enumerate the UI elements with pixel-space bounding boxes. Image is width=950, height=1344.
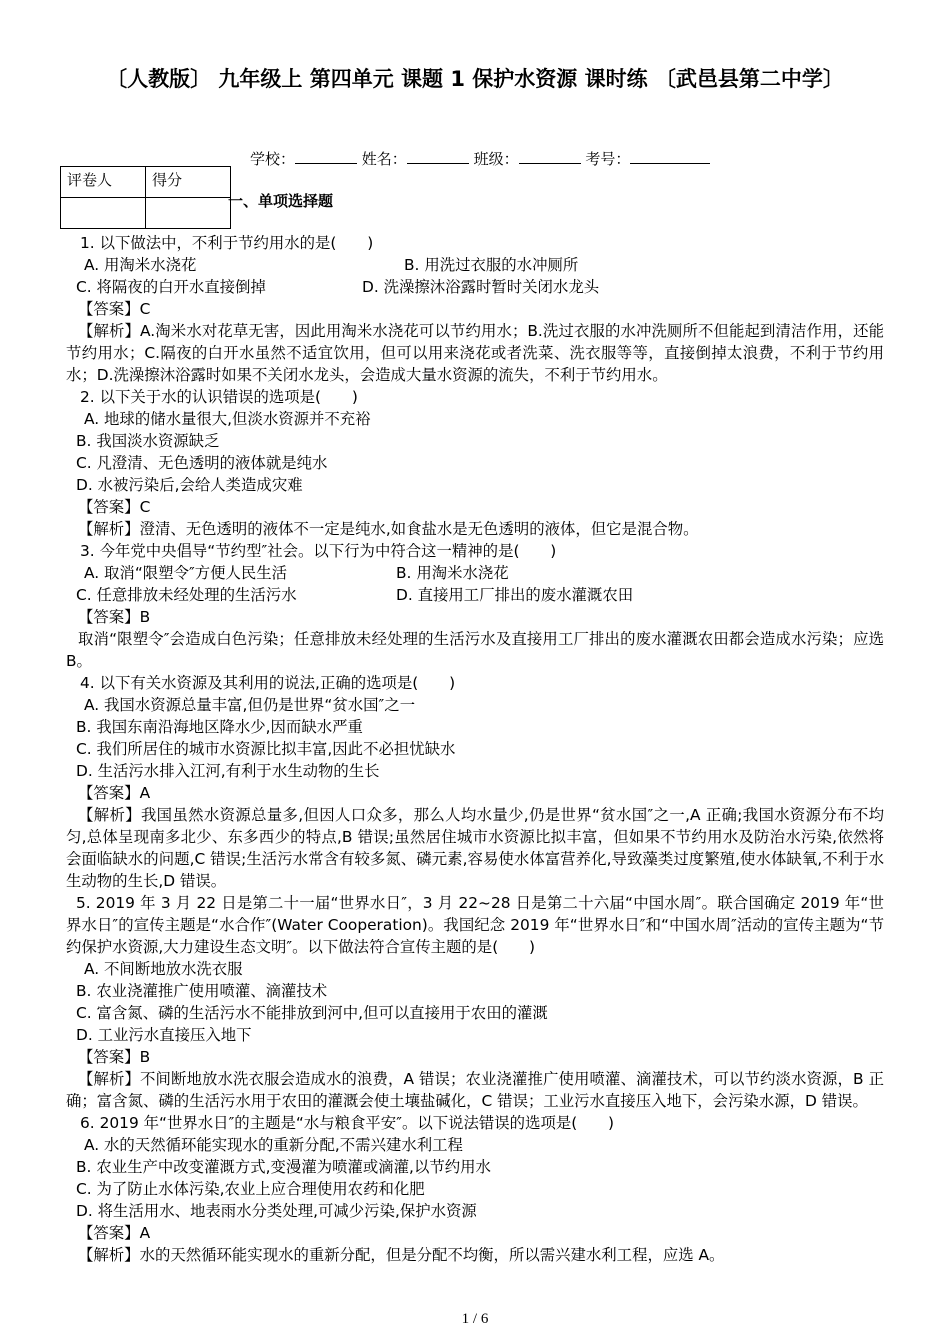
option-d: D. 洗澡擦沐浴露时暂时关闭水龙头 [362,278,600,296]
option-b: B. 农业生产中改变灌溉方式,变漫灌为喷灌或滴灌,以节约用水 [76,1158,491,1176]
explanation: 取消“限塑令″会造成白色污染；任意排放未经处理的生活污水及直接用工厂排出的废水灌溉农田都会造成水污染；应选 B。 [66,630,884,670]
option-b: B. 我国淡水资源缺乏 [76,432,220,450]
answer: 【答案】C [78,300,151,318]
reviewer-label: 评卷人 [61,167,146,198]
question-2 [66,386,884,540]
score-label: 得分 [146,167,231,198]
page-title: 〔人教版〕 九年级上 第四单元 课题 1 保护水资源 课时练 〔武邑县第二中学〕 [106,67,844,91]
explanation: 【解析】我国虽然水资源总量多,但因人口众多，那么人均水量少,仍是世界“贫水国″之一,A 正确;我国水资源分布不均匀,总体呈现南多北少、东多西少的特点,B 错误;虽然居住城市水资源比拟丰富，但如果不节约用水及防治水污染,依然将会面临缺水的问题,C 错误;生活污水常含有较多氮、磷元素,容易使水体富营养化,导致藻类过度繁殖,使水体缺氧,不利于水生动物的生长,D 错误。 [66,806,884,890]
answer: 【答案】B [78,1048,151,1066]
question-6 [66,1112,884,1266]
option-c: C. 任意排放未经处理的生活污水 [76,586,297,604]
question-stem: 2. 以下关于水的认识错误的选项是( ) [80,388,358,406]
option-d: D. 直接用工厂排出的废水灌溉农田 [396,586,634,604]
explanation: 【解析】澄清、无色透明的液体不一定是纯水,如食盐水是无色透明的液体，但它是混合物。 [78,520,699,538]
class-label: 班级： [473,150,519,168]
answer: 【答案】B [78,608,151,626]
option-a: A. 地球的储水量很大,但淡水资源并不充裕 [84,410,371,428]
question-list [66,232,884,1266]
question-stem: 5. 2019 年 3 月 22 日是第二十一届“世界水日″，3 月 22~28 日是第二十六届“中国水周″。联合国确定 2019 年“世界水日″的宣传主题是“水合作″(Water Cooperation)。我国纪念 2019 年“世界水日″和“中国水周″活动的宣传主题为“节约保护水资源,大力建设生态文明″。以下做法符合宣传主题的是( ) [66,894,884,956]
option-d: D. 生活污水排入江河,有利于水生动物的生长 [76,762,380,780]
option-d: D. 工业污水直接压入地下 [76,1026,252,1044]
option-c: C. 将隔夜的白开水直接倒掉 [76,278,266,296]
question-1 [66,232,884,386]
option-c: C. 为了防止水体污染,农业上应合理使用农药和化肥 [76,1180,425,1198]
option-b: B. 我国东南沿海地区降水少,因而缺水严重 [76,718,363,736]
option-b: B. 用洗过衣服的水冲厕所 [404,256,579,274]
answer: 【答案】C [78,498,151,516]
option-a: A. 取消“限塑令″方便人民生活 [84,564,288,582]
explanation: 【解析】A.淘米水对花草无害，因此用淘米水浇花可以节约用水；B.洗过衣服的水冲洗厕所不但能起到清洁作用，还能节约用水；C.隔夜的白开水虽然不适宜饮用，但可以用来浇花或者洗菜、洗衣服等等，直接倒掉太浪费，不利于节约用水；D.洗澡擦沐浴露时如果不关闭水龙头，会造成大量水资源的流失，不利于节约用水。 [66,322,884,384]
answer: 【答案】A [78,784,151,802]
reviewer-cell [61,198,146,229]
question-stem: 3. 今年党中央倡导“节约型″社会。以下行为中符合这一精神的是( ) [80,542,557,560]
option-a: A. 不间断地放水洗衣服 [84,960,243,978]
question-stem: 1. 以下做法中，不利于节约用水的是( ) [80,234,374,252]
option-a: A. 我国水资源总量丰富,但仍是世界“贫水国″之一 [84,696,416,714]
option-a: A. 用淘米水浇花 [84,256,197,274]
option-d: D. 水被污染后,会给人类造成灾难 [76,476,303,494]
score-cell [146,198,231,229]
option-b: B. 用淘米水浇花 [396,564,509,582]
name-label: 姓名： [361,150,407,168]
page-number: 1 / 6 [461,1311,489,1327]
exam-no-label: 考号： [585,150,631,168]
answer: 【答案】A [78,1224,151,1242]
explanation: 【解析】水的天然循环能实现水的重新分配，但是分配不均衡，所以需兴建水利工程，应选 A。 [78,1246,725,1264]
question-stem: 6. 2019 年“世界水日″的主题是“水与粮食平安″。以下说法错误的选项是( ) [80,1114,615,1132]
class-blank [519,149,581,164]
option-d: D. 将生活用水、地表雨水分类处理,可减少污染,保护水资源 [76,1202,477,1220]
question-4 [66,672,884,892]
option-c: C. 凡澄清、无色透明的液体就是纯水 [76,454,328,472]
section-title: 一、单项选择题 [228,192,334,210]
option-b: B. 农业浇灌推广使用喷灌、滴灌技术 [76,982,328,1000]
score-table [60,166,231,229]
question-3 [66,540,884,672]
explanation: 【解析】不间断地放水洗衣服会造成水的浪费，A 错误；农业浇灌推广使用喷灌、滴灌技术，可以节约淡水资源，B 正确；富含氮、磷的生活污水用于农田的灌溉会使土壤盐碱化，C 错误；工业污水直接压入地下，会污染水源，D 错误。 [66,1070,884,1110]
name-blank [407,149,469,164]
option-c: C. 富含氮、磷的生活污水不能排放到河中,但可以直接用于农田的灌溉 [76,1004,548,1022]
question-5 [66,892,884,1112]
school-label: 学校： [250,150,296,168]
option-c: C. 我们所居住的城市水资源比拟丰富,因此不必担忧缺水 [76,740,456,758]
option-a: A. 水的天然循环能实现水的重新分配,不需兴建水利工程 [84,1136,463,1154]
student-info-line [250,148,710,169]
school-blank [295,149,357,164]
question-stem: 4. 以下有关水资源及其利用的说法,正确的选项是( ) [80,674,456,692]
exam-no-blank [630,149,710,164]
